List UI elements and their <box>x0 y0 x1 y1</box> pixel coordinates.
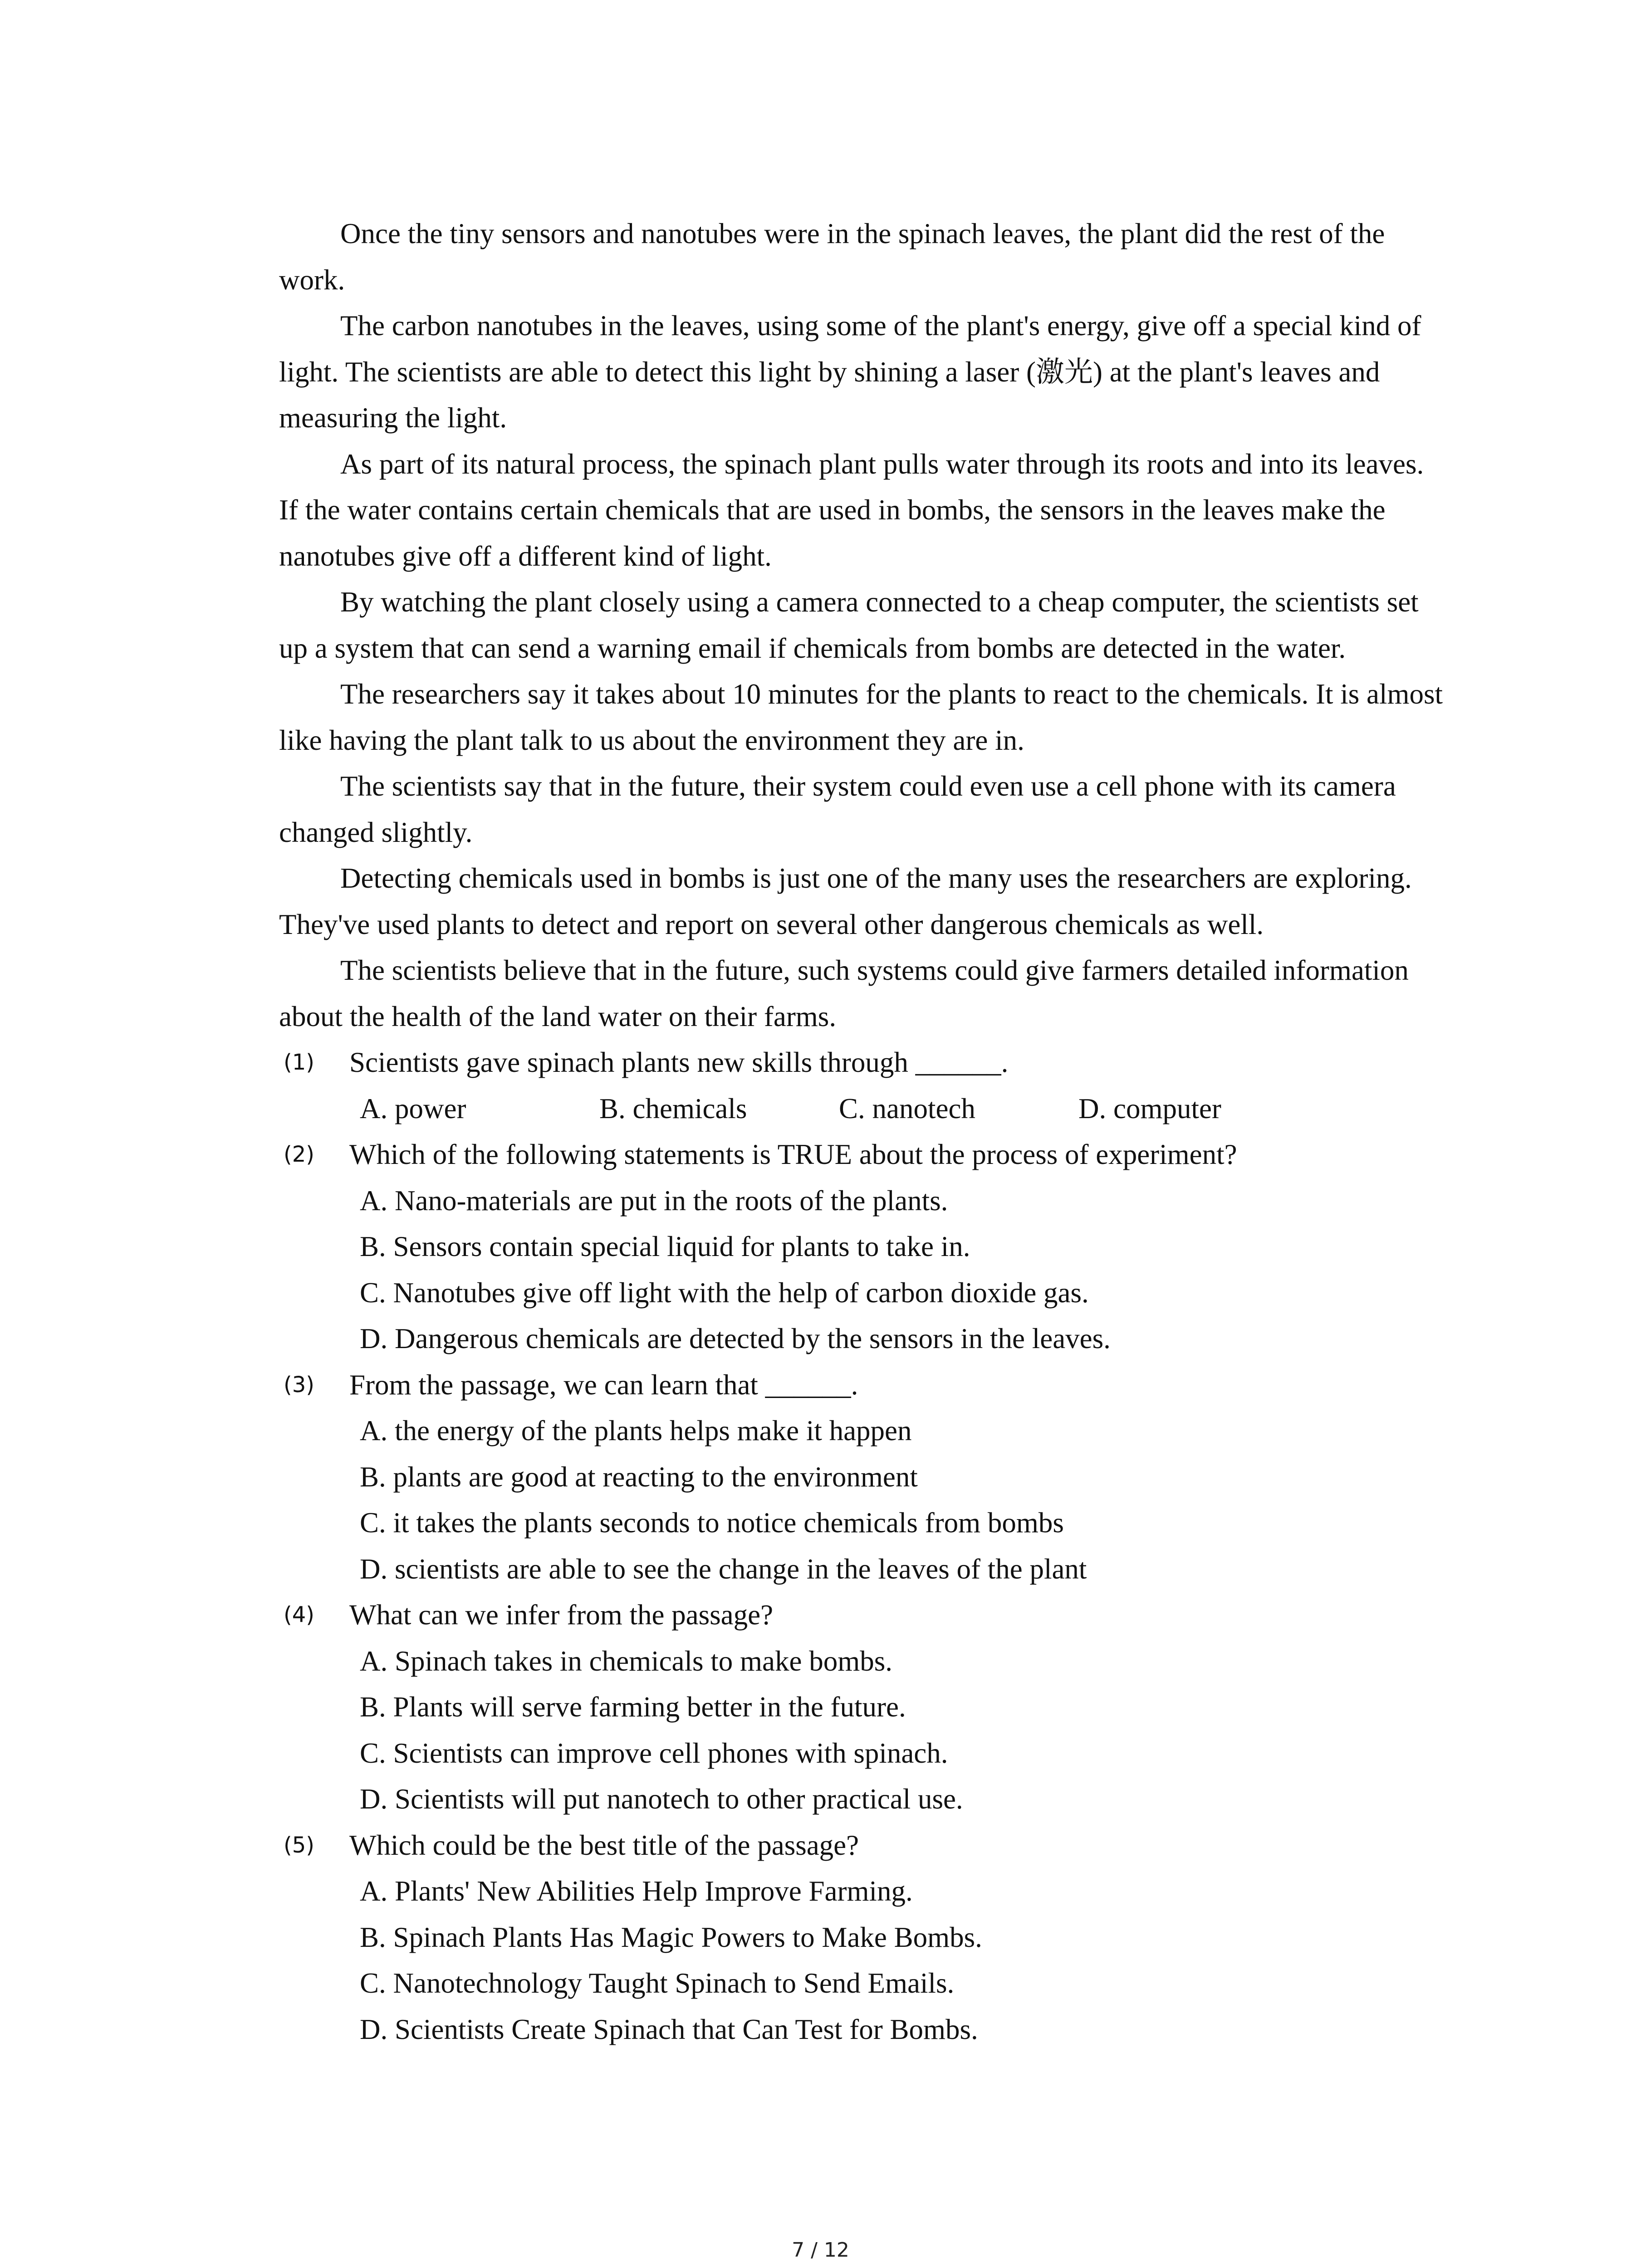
question-number: (2) <box>284 1142 314 1167</box>
passage-paragraph: The carbon nanotubes in the leaves, using some of the plant's energy, give off a special kind of light. The scientists are able to detect this light by shining a laser (激光) at the plant's leaves and measuring the light. <box>279 310 1421 434</box>
answer-option-d[interactable]: D. scientists are able to see the change in the leaves of the plant <box>360 1553 1087 1585</box>
answer-options <box>279 1868 1447 2053</box>
question-4 <box>279 1592 1447 1823</box>
question-number: (1) <box>284 1050 314 1075</box>
passage-paragraph: The scientists say that in the future, their system could even use a cell phone with its camera changed slightly. <box>279 770 1396 848</box>
passage-paragraph: Detecting chemicals used in bombs is just one of the many uses the researchers are exploring. They've used plants to detect and report on several other dangerous chemicals as well. <box>279 862 1412 940</box>
answer-option-c[interactable]: C. Scientists can improve cell phones with spinach. <box>360 1737 948 1769</box>
passage-paragraph: By watching the plant closely using a camera connected to a cheap computer, the scientists set up a system that can send a warning email if chemicals from bombs are detected in the water. <box>279 586 1419 664</box>
question-stem: Scientists gave spinach plants new skills through ______. <box>349 1046 1009 1078</box>
answer-options <box>279 1408 1447 1592</box>
answer-options <box>279 1638 1447 1823</box>
answer-option-a[interactable]: A. power <box>360 1092 466 1124</box>
answer-option-c[interactable]: C. Nanotubes give off light with the help of carbon dioxide gas. <box>360 1276 1089 1309</box>
passage-paragraph: The researchers say it takes about 10 minutes for the plants to react to the chemicals. It is almost like having the plant talk to us about the environment they are in. <box>279 678 1443 756</box>
page-content <box>279 211 1447 2053</box>
answer-option-b[interactable]: B. Spinach Plants Has Magic Powers to Make Bombs. <box>360 1921 982 1953</box>
passage-paragraph: Once the tiny sensors and nanotubes were in the spinach leaves, the plant did the rest of the work. <box>279 218 1385 296</box>
question-stem: From the passage, we can learn that ______. <box>349 1369 858 1401</box>
answer-option-d[interactable]: D. computer <box>1078 1092 1221 1124</box>
answer-option-b[interactable]: B. Plants will serve farming better in the future. <box>360 1691 906 1723</box>
answer-option-d[interactable]: D. Scientists will put nanotech to other practical use. <box>360 1783 963 1815</box>
answer-option-b[interactable]: B. plants are good at reacting to the environment <box>360 1461 918 1493</box>
question-1 <box>279 1040 1447 1132</box>
page-number: 7 / 12 <box>792 2239 849 2262</box>
question-number: (5) <box>284 1832 314 1858</box>
answer-option-d[interactable]: D. Scientists Create Spinach that Can Test for Bombs. <box>360 2013 978 2045</box>
question-2 <box>279 1132 1447 1362</box>
answer-option-b[interactable]: B. chemicals <box>599 1092 747 1124</box>
answer-option-a[interactable]: A. Spinach takes in chemicals to make bombs. <box>360 1645 892 1677</box>
question-3 <box>279 1362 1447 1593</box>
answer-option-a[interactable]: A. the energy of the plants helps make it happen <box>360 1415 912 1447</box>
answer-option-b[interactable]: B. Sensors contain special liquid for plants to take in. <box>360 1231 970 1262</box>
question-number: (4) <box>284 1602 314 1628</box>
answer-option-c[interactable]: C. nanotech <box>839 1092 975 1124</box>
answer-option-d[interactable]: D. Dangerous chemicals are detected by the sensors in the leaves. <box>360 1323 1111 1354</box>
question-5 <box>279 1823 1447 2053</box>
answer-option-a[interactable]: A. Nano-materials are put in the roots of the plants. <box>360 1184 948 1217</box>
passage-paragraph: The scientists believe that in the future, such systems could give farmers detailed information about the health of the land water on their farms. <box>279 954 1409 1032</box>
answer-options <box>279 1086 1447 1132</box>
answer-option-a[interactable]: A. Plants' New Abilities Help Improve Farming. <box>360 1875 913 1907</box>
question-stem: Which of the following statements is TRUE about the process of experiment? <box>349 1139 1237 1170</box>
answer-option-c[interactable]: C. Nanotechnology Taught Spinach to Send Emails. <box>360 1967 955 1999</box>
passage-paragraph: As part of its natural process, the spinach plant pulls water through its roots and into its leaves. If the water contains certain chemicals that are used in bombs, the sensors in the leaves make the nanotubes give off a different kind of light. <box>279 448 1424 572</box>
answer-options <box>279 1178 1447 1362</box>
answer-option-c[interactable]: C. it takes the plants seconds to notice chemicals from bombs <box>360 1507 1064 1539</box>
question-stem: What can we infer from the passage? <box>349 1599 774 1631</box>
question-stem: Which could be the best title of the passage? <box>349 1829 859 1861</box>
question-number: (3) <box>284 1372 314 1398</box>
